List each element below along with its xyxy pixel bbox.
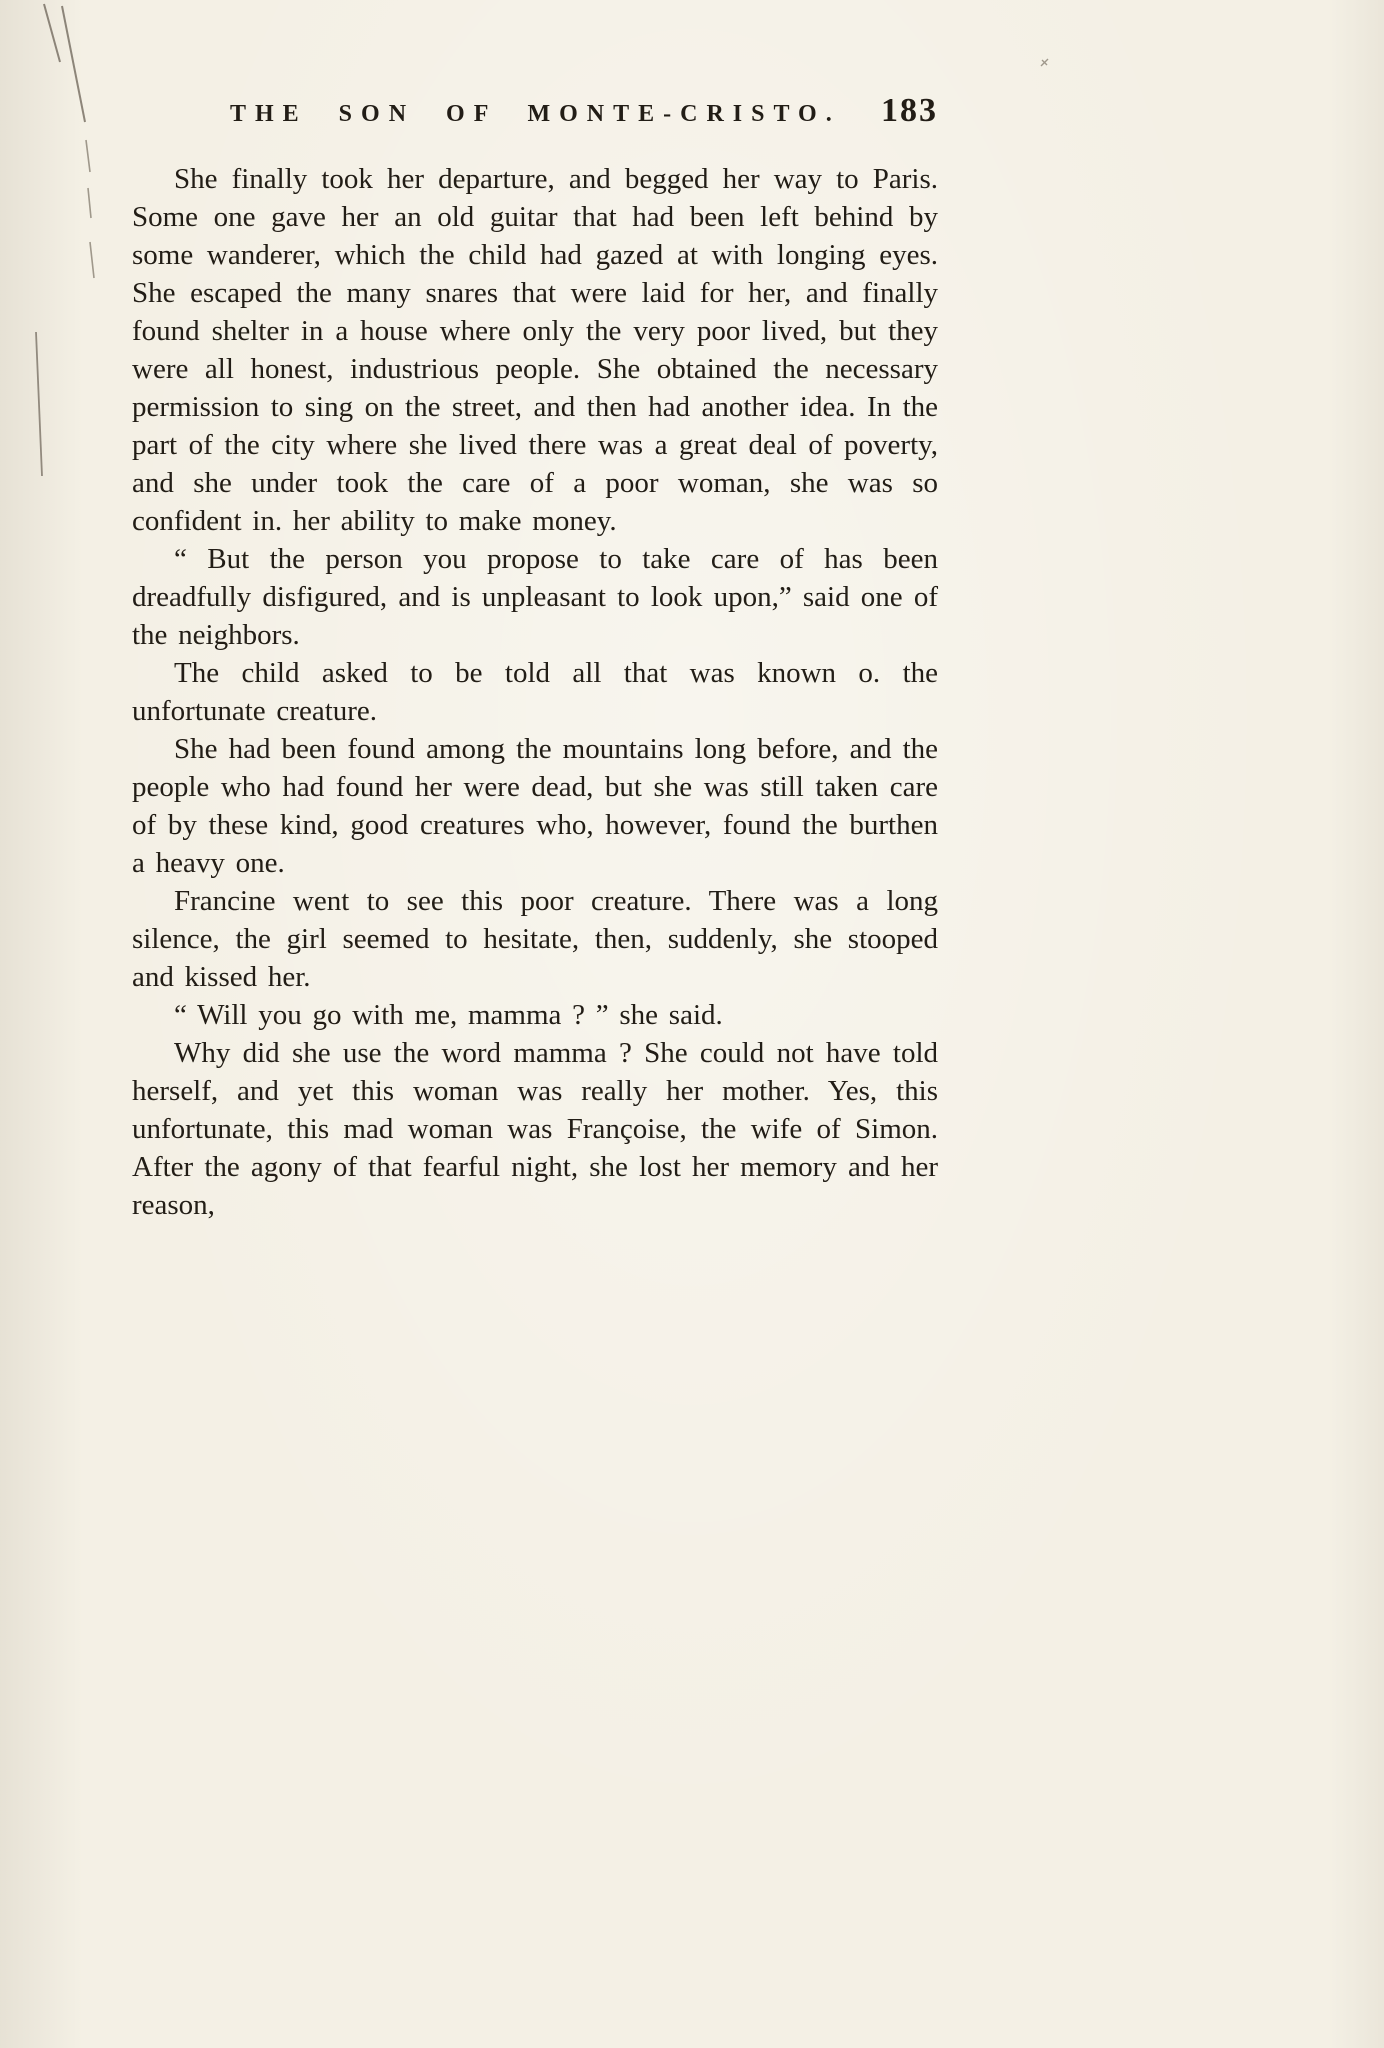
paragraph-4: She had been found among the mountains long before, and the people who had found her were dead, but she was still taken care of by these kind, good creatures who, however, found the burthen a heavy one. <box>132 733 938 879</box>
page-header <box>132 92 938 130</box>
body-text <box>132 160 938 1224</box>
paragraph-5: Francine went to see this poor creature. There was a long silence, the girl seemed to hesitate, then, suddenly, she stooped and kissed her. <box>132 885 938 993</box>
paragraph-6: “ Will you go with me, mamma ? ” she said. <box>174 999 723 1031</box>
paragraph-7: Why did she use the word mamma ? She could not have told herself, and yet this woman was really her mother. Yes, this unfortunate, this mad woman was Françoise, the wife of Simon. After the agony of that fearful night, she lost her memory and her reason, <box>132 1037 938 1221</box>
scan-artifact-mark <box>1038 56 1052 70</box>
paragraph-2: “ But the person you propose to take care of has been dreadfully disfigured, and is unpleasant to look upon,” said one of the neighbors. <box>132 543 938 651</box>
running-title: THE SON OF MONTE-CRISTO. <box>230 101 841 127</box>
paragraph-1: She finally took her departure, and begged her way to Paris. Some one gave her an old guitar that had been left behind by some wanderer, which the child had gazed at with longing eyes. She escaped the many snares that were laid for her, and finally found shelter in a house where only the very poor lived, but they were all honest, industrious people. She obtained the necessary permission to sing on the street, and then had another idea. In the part of the city where she lived there was a great deal of poverty, and she under took the care of a poor woman, she was so confident in. her ability to make money. <box>132 163 938 537</box>
scan-artifact-lines <box>0 0 120 500</box>
page-number: 183 <box>881 92 938 129</box>
page-content <box>132 92 938 1224</box>
paragraph-3: The child asked to be told all that was known o. the unfortunate creature. <box>132 657 938 727</box>
